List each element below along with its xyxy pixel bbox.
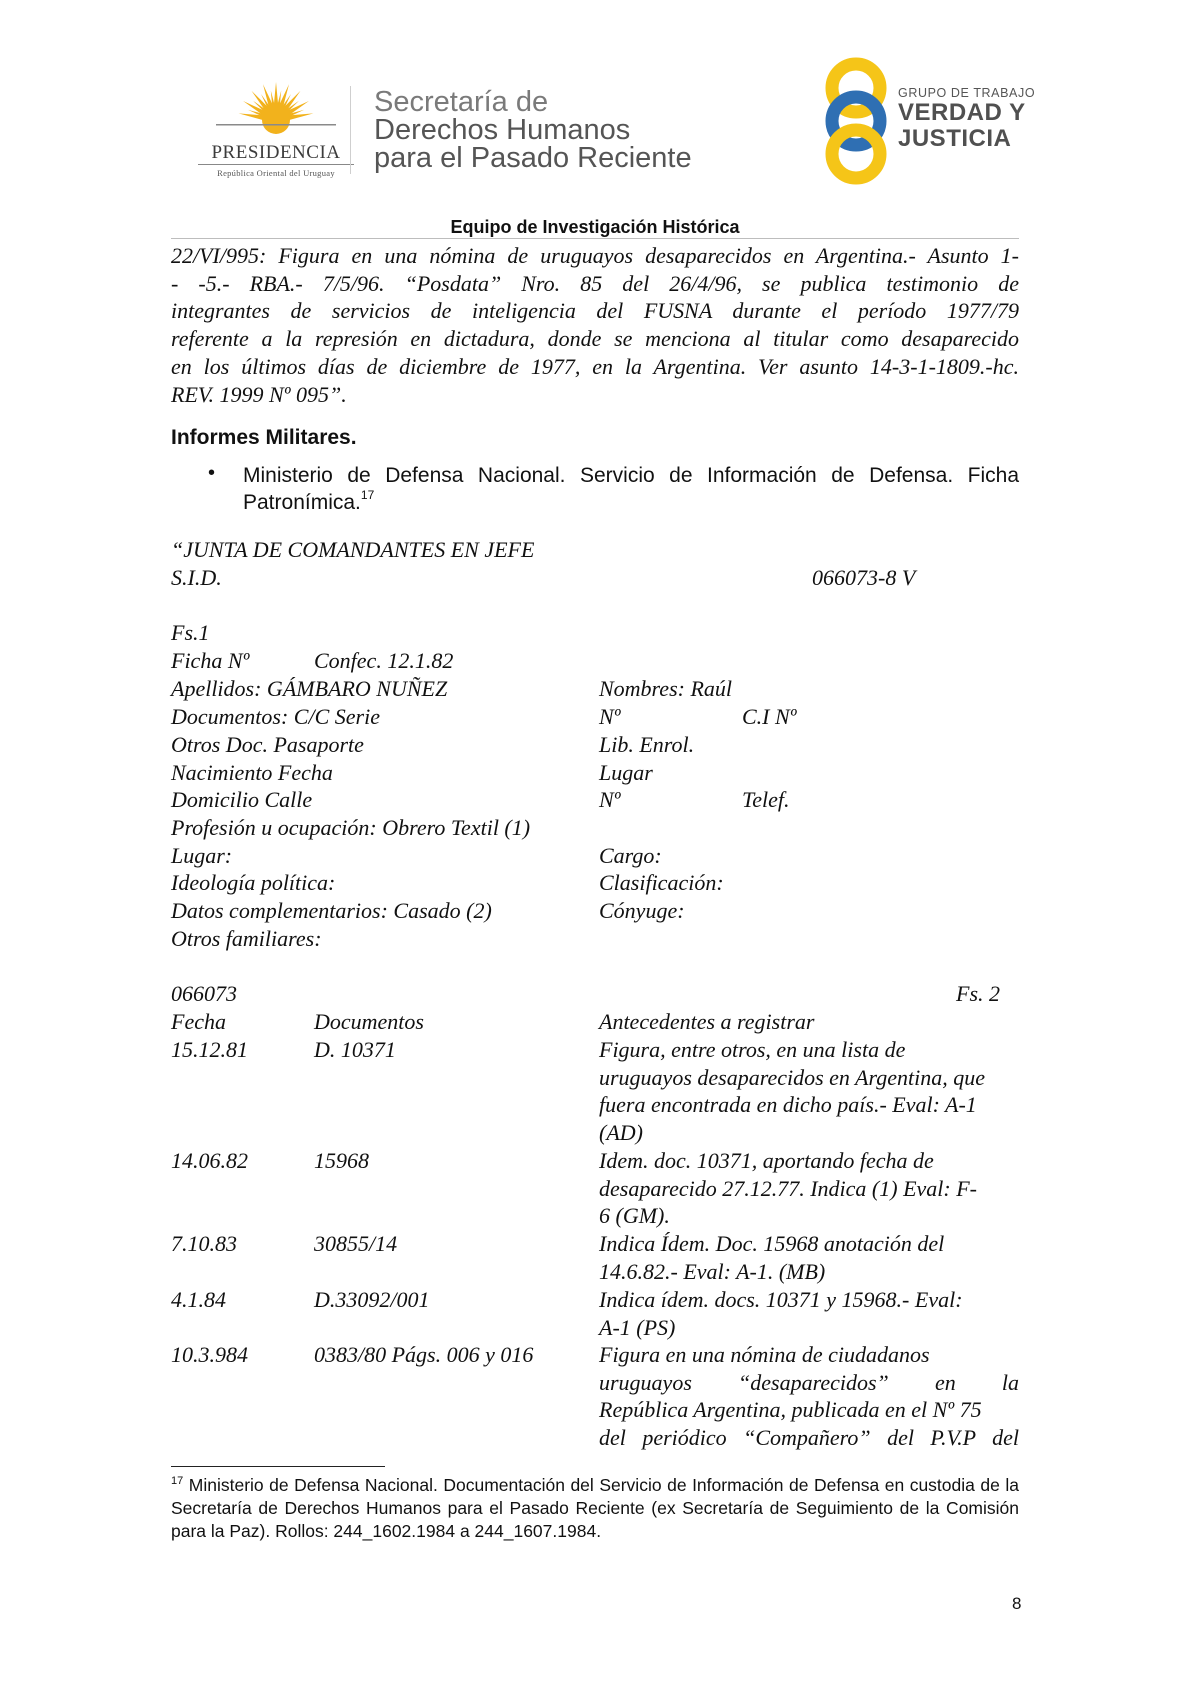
footnote-number: 17	[171, 1475, 184, 1487]
fs2-label: Fs. 2	[956, 981, 1000, 1006]
intro-line: integrantes de servicios de inteligencia del FUSNA durante el período 1977/79	[171, 298, 1019, 324]
header-divider	[350, 86, 351, 174]
field-conyuge: Cónyuge:	[599, 898, 685, 923]
presidencia-divider	[198, 164, 354, 165]
gtvj-line-3: JUSTICIA	[898, 125, 1012, 152]
row-documento: 15968	[314, 1148, 369, 1173]
fs1-label: Fs.1	[171, 620, 210, 645]
antecedente-line: 6 (GM).	[599, 1203, 670, 1229]
linked-rings-icon	[820, 56, 900, 186]
field-datos-complementarios: Datos complementarios: Casado (2)	[171, 898, 492, 923]
field-nacimiento: Nacimiento Fecha	[171, 760, 333, 785]
verdad-justicia-text	[898, 86, 1035, 152]
section-title-rule	[171, 238, 1019, 239]
presidencia-name: PRESIDENCIA	[211, 142, 341, 163]
field-domicilio: Domicilio Calle	[171, 787, 313, 812]
page-number: 8	[1012, 1594, 1022, 1613]
field-telefono: Telef.	[742, 787, 790, 812]
footnote-ref: 17	[360, 488, 375, 502]
row-documento: 30855/14	[314, 1231, 398, 1256]
row-documento: D. 10371	[314, 1037, 396, 1062]
field-ideologia: Ideología política:	[171, 870, 336, 895]
antecedente-line: (AD)	[599, 1120, 643, 1146]
row-antecedentes	[599, 1230, 1019, 1285]
secretaria-line-3: para el Pasado Reciente	[374, 142, 692, 174]
row-fecha: 10.3.984	[171, 1342, 248, 1367]
field-clasificacion: Clasificación:	[599, 870, 724, 895]
antecedente-line: del periódico “Compañero” del P.V.P del	[599, 1425, 1019, 1451]
fs2-number: 066073	[171, 981, 237, 1006]
row-fecha: 14.06.82	[171, 1148, 248, 1173]
row-antecedentes	[599, 1286, 1019, 1341]
antecedente-line: 14.6.82.- Eval: A-1. (MB)	[599, 1258, 826, 1284]
antecedente-line: Figura, entre otros, en una lista de	[599, 1037, 906, 1062]
field-profesion: Profesión u ocupación: Obrero Textil (1)	[171, 815, 531, 840]
field-apellidos: Apellidos: GÁMBARO NUÑEZ	[171, 676, 448, 701]
field-ci: C.I Nº	[742, 704, 797, 729]
field-lib-enrol: Lib. Enrol.	[599, 732, 695, 757]
presidencia-subtitle: República Oriental del Uruguay	[217, 168, 335, 178]
intro-line: - -5.- RBA.- 7/5/96. “Posdata” Nro. 85 del 26/4/96, se publica testimonio de	[171, 270, 1019, 296]
secretaria-line-2: Derechos Humanos	[374, 114, 631, 146]
sun-emblem-icon	[196, 80, 356, 142]
intro-line: 22/VI/995: Figura en una nómina de uruguayos desaparecidos en Argentina.- Asunto 1-	[171, 243, 1019, 268]
field-otros-familiares: Otros familiares:	[171, 926, 322, 951]
verdad-justicia-logo	[820, 56, 1050, 186]
gtvj-line-1: GRUPO DE TRABAJO	[898, 86, 1036, 100]
field-lugar-nacimiento: Lugar	[599, 760, 653, 785]
intro-line: en los últimos días de diciembre de 1977, en la Argentina. Ver asunto 14-3-1-1809.-hc.	[171, 353, 1019, 379]
footnote	[171, 1474, 1019, 1543]
intro-line: referente a la represión en dictadura, donde se menciona al titular como desaparecido	[171, 326, 1019, 352]
intro-line: REV. 1999 Nº 095”.	[171, 381, 347, 407]
row-antecedentes	[599, 1147, 1019, 1230]
antecedente-line: desaparecido 27.12.77. Indica (1) Eval: F-	[599, 1175, 977, 1201]
confec-date: Confec. 12.1.82	[314, 648, 454, 673]
informes-heading: Informes Militares.	[171, 426, 357, 449]
section-title: Equipo de Investigación Histórica	[450, 217, 740, 237]
field-domicilio-numero: Nº	[599, 787, 621, 812]
field-documentos: Documentos: C/C Serie	[171, 704, 380, 729]
row-documento: 0383/80 Págs. 006 y 016	[314, 1342, 534, 1367]
bullet-item	[243, 462, 1019, 516]
antecedente-line: uruguayos “desaparecidos” en la	[599, 1369, 1019, 1395]
antecedente-line: Idem. doc. 10371, aportando fecha de	[599, 1148, 934, 1173]
intro-paragraph	[171, 242, 1019, 408]
footnote-text: Ministerio de Defensa Nacional. Documentación del Servicio de Información de Defensa en custodia de la Secretaría de Derechos Humanos para el Pasado Reciente (ex Secretaría de Seguimiento de la Comisión para la Paz). Rollos: 244_1602.1984 a 244_1607.1984.	[171, 1475, 1019, 1541]
sid-label: S.I.D.	[171, 565, 222, 590]
ficha-number-label: Ficha Nº	[171, 648, 250, 673]
row-fecha: 4.1.84	[171, 1287, 226, 1312]
field-cargo: Cargo:	[599, 843, 662, 868]
header-fecha: Fecha	[171, 1009, 226, 1034]
gtvj-line-2: VERDAD Y	[898, 99, 1026, 126]
antecedente-line: Indica Ídem. Doc. 15968 anotación del	[599, 1231, 945, 1256]
bullet-icon: •	[208, 462, 216, 484]
secretaria-title	[374, 88, 692, 172]
field-numero: Nº	[599, 704, 621, 729]
footnote-separator	[171, 1466, 385, 1467]
field-otros-doc: Otros Doc. Pasaporte	[171, 732, 364, 757]
header-antecedentes: Antecedentes a registrar	[599, 1009, 815, 1034]
field-lugar: Lugar:	[171, 843, 233, 868]
antecedente-line: Indica ídem. docs. 10371 y 15968.- Eval:	[599, 1287, 963, 1312]
ficha-code: 066073-8 V	[812, 565, 916, 590]
row-antecedentes	[599, 1036, 1019, 1147]
antecedente-line: República Argentina, publicada en el Nº 75	[599, 1397, 982, 1423]
secretaria-line-1: Secretaría de	[374, 86, 549, 118]
antecedente-line: fuera encontrada en dicho país.- Eval: A-1	[599, 1092, 977, 1118]
field-nombres: Nombres: Raúl	[599, 676, 733, 701]
presidencia-logo	[196, 80, 356, 180]
antecedente-line: Figura en una nómina de ciudadanos	[599, 1342, 930, 1367]
row-fecha: 7.10.83	[171, 1231, 237, 1256]
header-documentos: Documentos	[314, 1009, 424, 1034]
row-fecha: 15.12.81	[171, 1037, 248, 1062]
antecedente-line: uruguayos desaparecidos en Argentina, que	[599, 1064, 985, 1090]
row-antecedentes	[599, 1341, 1019, 1452]
antecedente-line: A-1 (PS)	[599, 1314, 676, 1340]
junta-title: “JUNTA DE COMANDANTES EN JEFE	[171, 537, 535, 562]
bullet-text: Ministerio de Defensa Nacional. Servicio de Información de Defensa. Ficha Patronímica.	[243, 464, 1019, 514]
row-documento: D.33092/001	[314, 1287, 430, 1312]
